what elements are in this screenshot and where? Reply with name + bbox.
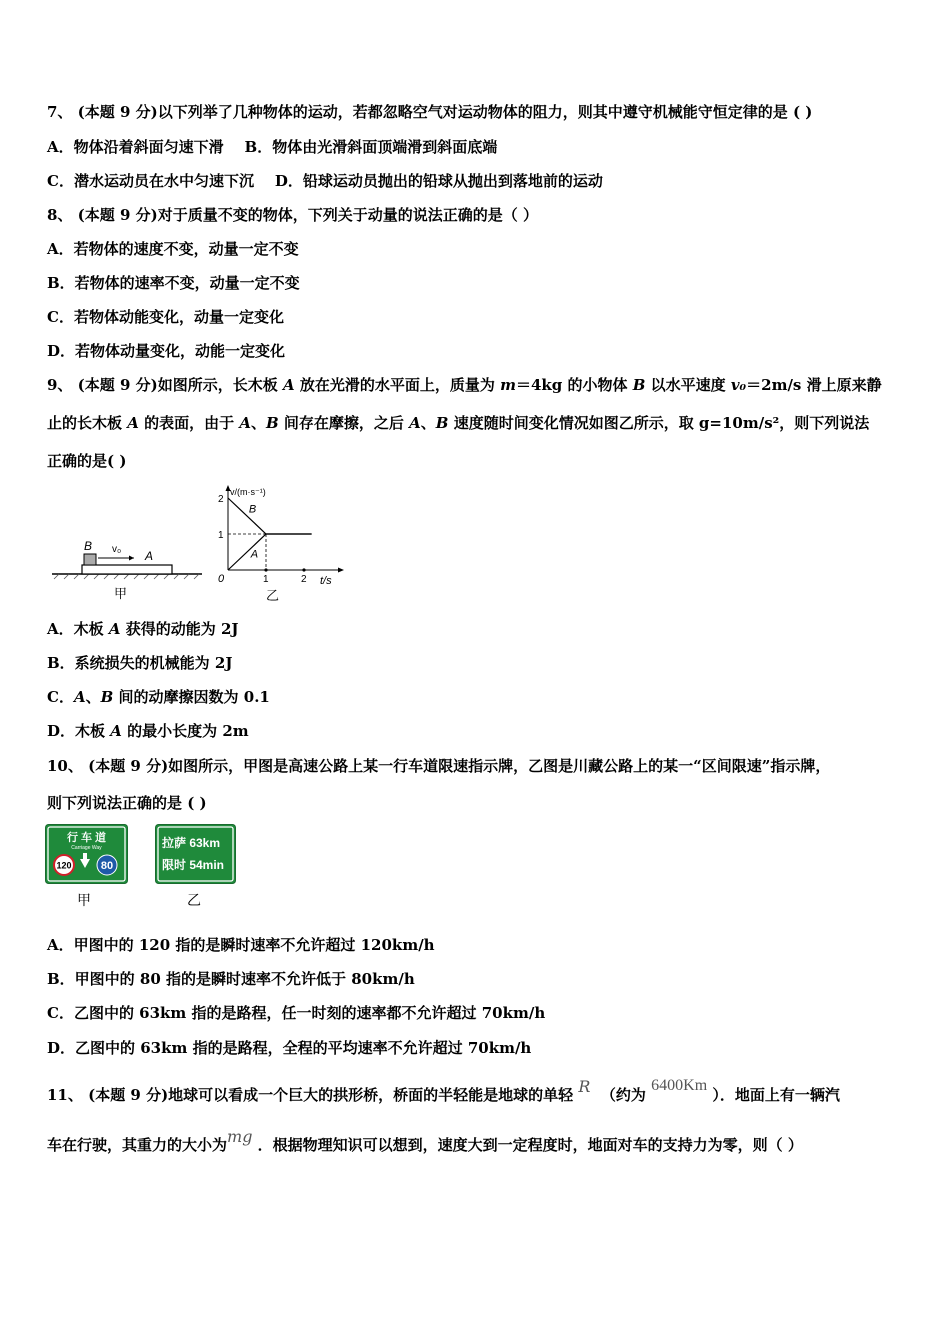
x-axis-arrow bbox=[338, 568, 344, 573]
radius-value: 6400Km bbox=[651, 1077, 708, 1094]
q8-option-d[interactable]: D．若物体动量变化，动能一定变化 bbox=[47, 342, 286, 360]
q10-stem-line2: 则下列说法正确的是 ( ) bbox=[47, 794, 207, 812]
origin-label: 0 bbox=[218, 573, 225, 585]
q8-stem: 8、 (本题 9 分)对于质量不变的物体，下列关于动量的说法正确的是（ ） bbox=[47, 206, 538, 224]
lane-arrow-shaft bbox=[83, 853, 87, 860]
q9-figure-jia bbox=[50, 536, 210, 606]
sign-yi-line2: 限时 54min bbox=[162, 858, 225, 872]
x-axis-label: t/s bbox=[320, 575, 332, 587]
q10-option-d[interactable]: D．乙图中的 63km 指的是路程，全程的平均速率不允许超过 70km/h bbox=[47, 1039, 532, 1057]
q11-stem-line2: 车在行驶，其重力的大小为mg ．根据物理知识可以想到，速度大到一定程度时，地面对车的支持力为零，则（ ） bbox=[47, 1127, 803, 1154]
q10-stem-line1: 10、 (本题 9 分)如图所示，甲图是高速公路上某一行车道限速指示牌，乙图是川藏公路上的某一“区间限速”指示牌， bbox=[47, 757, 831, 775]
sign-yi-background bbox=[156, 825, 236, 884]
q7-stem: 7、 (本题 9 分)以下列举了几种物体的运动，若都忽略空气对运动物体的阻力，则其中遵守机械能守恒定律的是 ( ) bbox=[47, 103, 813, 121]
block-b-label: B bbox=[84, 539, 93, 553]
q7-option-a[interactable]: A．物体沿着斜面匀速下滑 bbox=[47, 138, 224, 156]
line-a-label: A bbox=[250, 548, 259, 561]
series-line-A bbox=[228, 534, 312, 570]
q9-stem-line2: 止的长木板 A 的表面，由于 A、B 间存在摩擦，之后 A、B 速度随时间变化情况如图乙所示，取 g=10m/s²，则下列说法 bbox=[47, 414, 870, 432]
speed-sign-jia bbox=[45, 824, 129, 884]
radius-symbol: R bbox=[578, 1077, 591, 1096]
speed-sign-yi bbox=[155, 824, 237, 884]
min-speed-value: 80 bbox=[100, 860, 114, 872]
q9-option-d[interactable]: D．木板 A 的最小长度为 2m bbox=[47, 722, 249, 740]
sign-jia-caption: 甲 bbox=[77, 893, 91, 909]
board-a bbox=[82, 565, 172, 574]
q8-option-c[interactable]: C．若物体动能变化，动量一定变化 bbox=[47, 308, 284, 326]
q9-option-b[interactable]: B．系统损失的机械能为 2J bbox=[47, 654, 233, 672]
sign-jia-title: 行 车 道 bbox=[66, 832, 107, 844]
x-tick-label-1: 1 bbox=[263, 574, 269, 585]
q8-option-b[interactable]: B．若物体的速率不变，动量一定不变 bbox=[47, 274, 300, 292]
q9-stem-line1: 9、 (本题 9 分)如图所示，长木板 A 放在光滑的水平面上，质量为 m＝4kg 的小物体 B 以水平速度 v₀＝2m/s 滑上原来静 bbox=[47, 376, 882, 394]
line-b-label: B bbox=[248, 503, 257, 516]
gravity-symbol: mg bbox=[227, 1127, 253, 1146]
q7-option-d[interactable]: D．铅球运动员抛出的铅球从抛出到落地前的运动 bbox=[274, 172, 603, 190]
sign-yi-caption: 乙 bbox=[187, 893, 201, 909]
q9-stem-line3: 正确的是( ) bbox=[47, 452, 127, 470]
y-tick-label-1: 1 bbox=[218, 530, 224, 541]
y-tick-label-2: 2 bbox=[218, 494, 224, 505]
q10-option-a[interactable]: A．甲图中的 120 指的是瞬时速率不允许超过 120km/h bbox=[47, 936, 435, 954]
series-line-B bbox=[228, 498, 312, 534]
q11-stem-line1: 11、 (本题 9 分)地球可以看成一个巨大的拱形桥，桥面的半轻能是地球的单轻 R （约为 6400Km ）．地面上有一辆汽 bbox=[47, 1077, 840, 1104]
q7-option-c[interactable]: C．潜水运动员在水中匀速下沉 bbox=[47, 172, 254, 190]
block-b bbox=[84, 554, 96, 565]
y-axis-label: v/(m·s⁻¹) bbox=[230, 487, 266, 497]
fig-yi-caption: 乙 bbox=[266, 588, 280, 603]
sign-jia-subtitle: Carriage Way bbox=[71, 845, 102, 851]
v0-label: v₀ bbox=[112, 544, 122, 555]
q7-options-ab bbox=[47, 137, 906, 157]
q7-options-cd bbox=[47, 171, 906, 191]
q10-option-b[interactable]: B．甲图中的 80 指的是瞬时速率不允许低于 80km/h bbox=[47, 970, 415, 988]
max-speed-value: 120 bbox=[56, 860, 72, 871]
q10-option-c[interactable]: C．乙图中的 63km 指的是路程，任一时刻的速率都不允许超过 70km/h bbox=[47, 1004, 546, 1022]
q9-option-c[interactable]: C．A、B 间的动摩擦因数为 0.1 bbox=[47, 688, 270, 706]
q8-option-a[interactable]: A．若物体的速度不变，动量一定不变 bbox=[47, 240, 299, 258]
q7-option-b[interactable]: B．物体由光滑斜面顶端滑到斜面底端 bbox=[244, 138, 498, 156]
fig-jia-caption: 甲 bbox=[114, 586, 128, 601]
q9-figure-yi bbox=[212, 480, 352, 605]
x-tick-label-2: 2 bbox=[301, 574, 307, 585]
velocity-arrowhead bbox=[129, 556, 134, 561]
x-tick-dot-1 bbox=[264, 568, 267, 571]
sign-yi-line1: 拉萨 63km bbox=[162, 836, 221, 850]
x-tick-dot-2 bbox=[302, 568, 305, 571]
q9-option-a[interactable]: A．木板 A 获得的动能为 2J bbox=[47, 620, 239, 638]
board-a-label: A bbox=[145, 549, 154, 563]
